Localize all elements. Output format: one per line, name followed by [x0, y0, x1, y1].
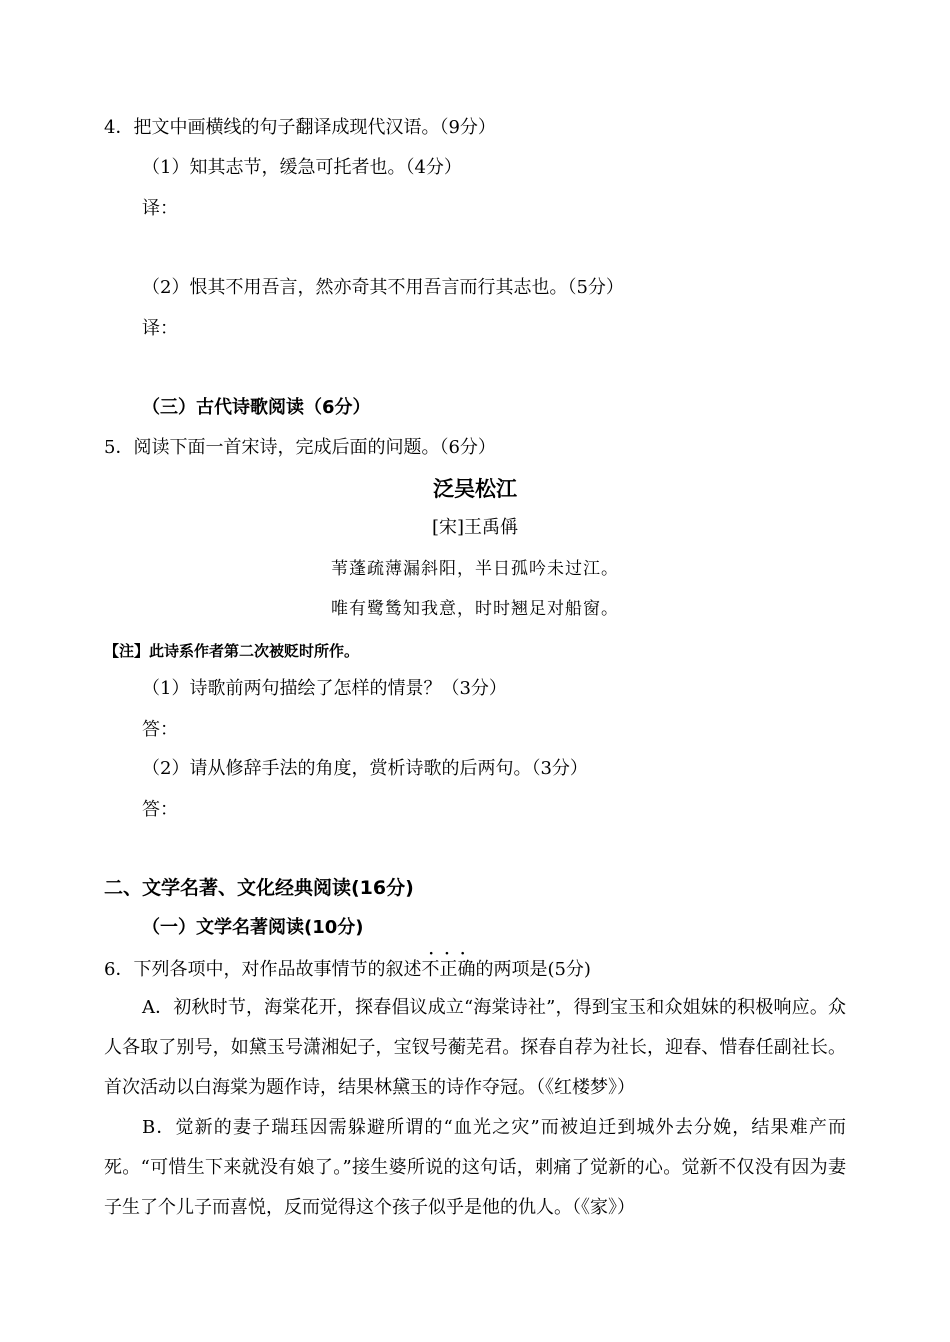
q5-answer1-label: 答：	[142, 719, 178, 740]
q6-stem-before: 6．下列各项中，对作品故事情节的叙述	[104, 959, 422, 980]
q4-answer2-label: 译：	[142, 318, 178, 339]
poem-line-1: 苇蓬疏薄漏斜阳，半日孤吟未过江。	[331, 559, 619, 579]
q6-stem	[104, 958, 591, 982]
part2-subsection-title: （一）文学名著阅读(10分)	[142, 917, 364, 938]
part2-title: 二、文学名著、文化经典阅读(16分)	[104, 877, 414, 899]
note-prefix: 【注】	[104, 642, 150, 660]
poem-title: 泛吴松江	[433, 477, 517, 501]
section3-title: （三）古代诗歌阅读（6分）	[142, 397, 371, 418]
poem-line-2: 唯有鹭鸶知我意，时时翘足对船窗。	[331, 599, 619, 619]
q4-stem: 4．把文中画横线的句子翻译成现代汉语。（9分）	[104, 117, 496, 138]
poem-note	[104, 639, 359, 663]
q5-sub2: （2）请从修辞手法的角度，赏析诗歌的后两句。（3分）	[142, 758, 588, 779]
q5-sub1: （1）诗歌前两句描绘了怎样的情景？（3分）	[142, 678, 507, 699]
q6-stem-emphasis: · · · 不正确	[421, 958, 475, 982]
q5-stem: 5．阅读下面一首宋诗，完成后面的问题。（6分）	[104, 437, 496, 458]
q6-option-b: B．觉新的妻子瑞珏因需躲避所谓的“血光之灾”而被迫迁到城外去分娩，结果难产而死。“可惜生下来就没有娘了。”接生婆所说的这句话，刺痛了觉新的心。觉新不仅没有因为妻子生了个儿子而喜悦，反而觉得这个孩子似乎是他的仇人。（《家》）	[104, 1117, 846, 1218]
q5-answer2-label: 答：	[142, 799, 178, 820]
q6-option-a: A．初秋时节，海棠花开，探春倡议成立“海棠诗社”，得到宝玉和众姐妹的积极响应。众人各取了别号，如黛玉号潇湘妃子，宝钗号蘅芜君。探春自荐为社长，迎春、惜春任副社长。首次活动以白海棠为题作诗，结果林黛玉的诗作夺冠。（《红楼梦》）	[104, 997, 846, 1098]
poem-author: [宋]王禹偁	[431, 517, 519, 538]
q6-stem-after: 的两项是(5分)	[475, 959, 591, 980]
note-text: 此诗系作者第二次被贬时所作。	[149, 642, 360, 660]
q4-sub2: （2）恨其不用吾言，然亦奇其不用吾言而行其志也。（5分）	[142, 277, 624, 298]
q4-sub1: （1）知其志节，缓急可托者也。（4分）	[142, 157, 462, 178]
q4-answer1-label: 译：	[142, 198, 178, 219]
